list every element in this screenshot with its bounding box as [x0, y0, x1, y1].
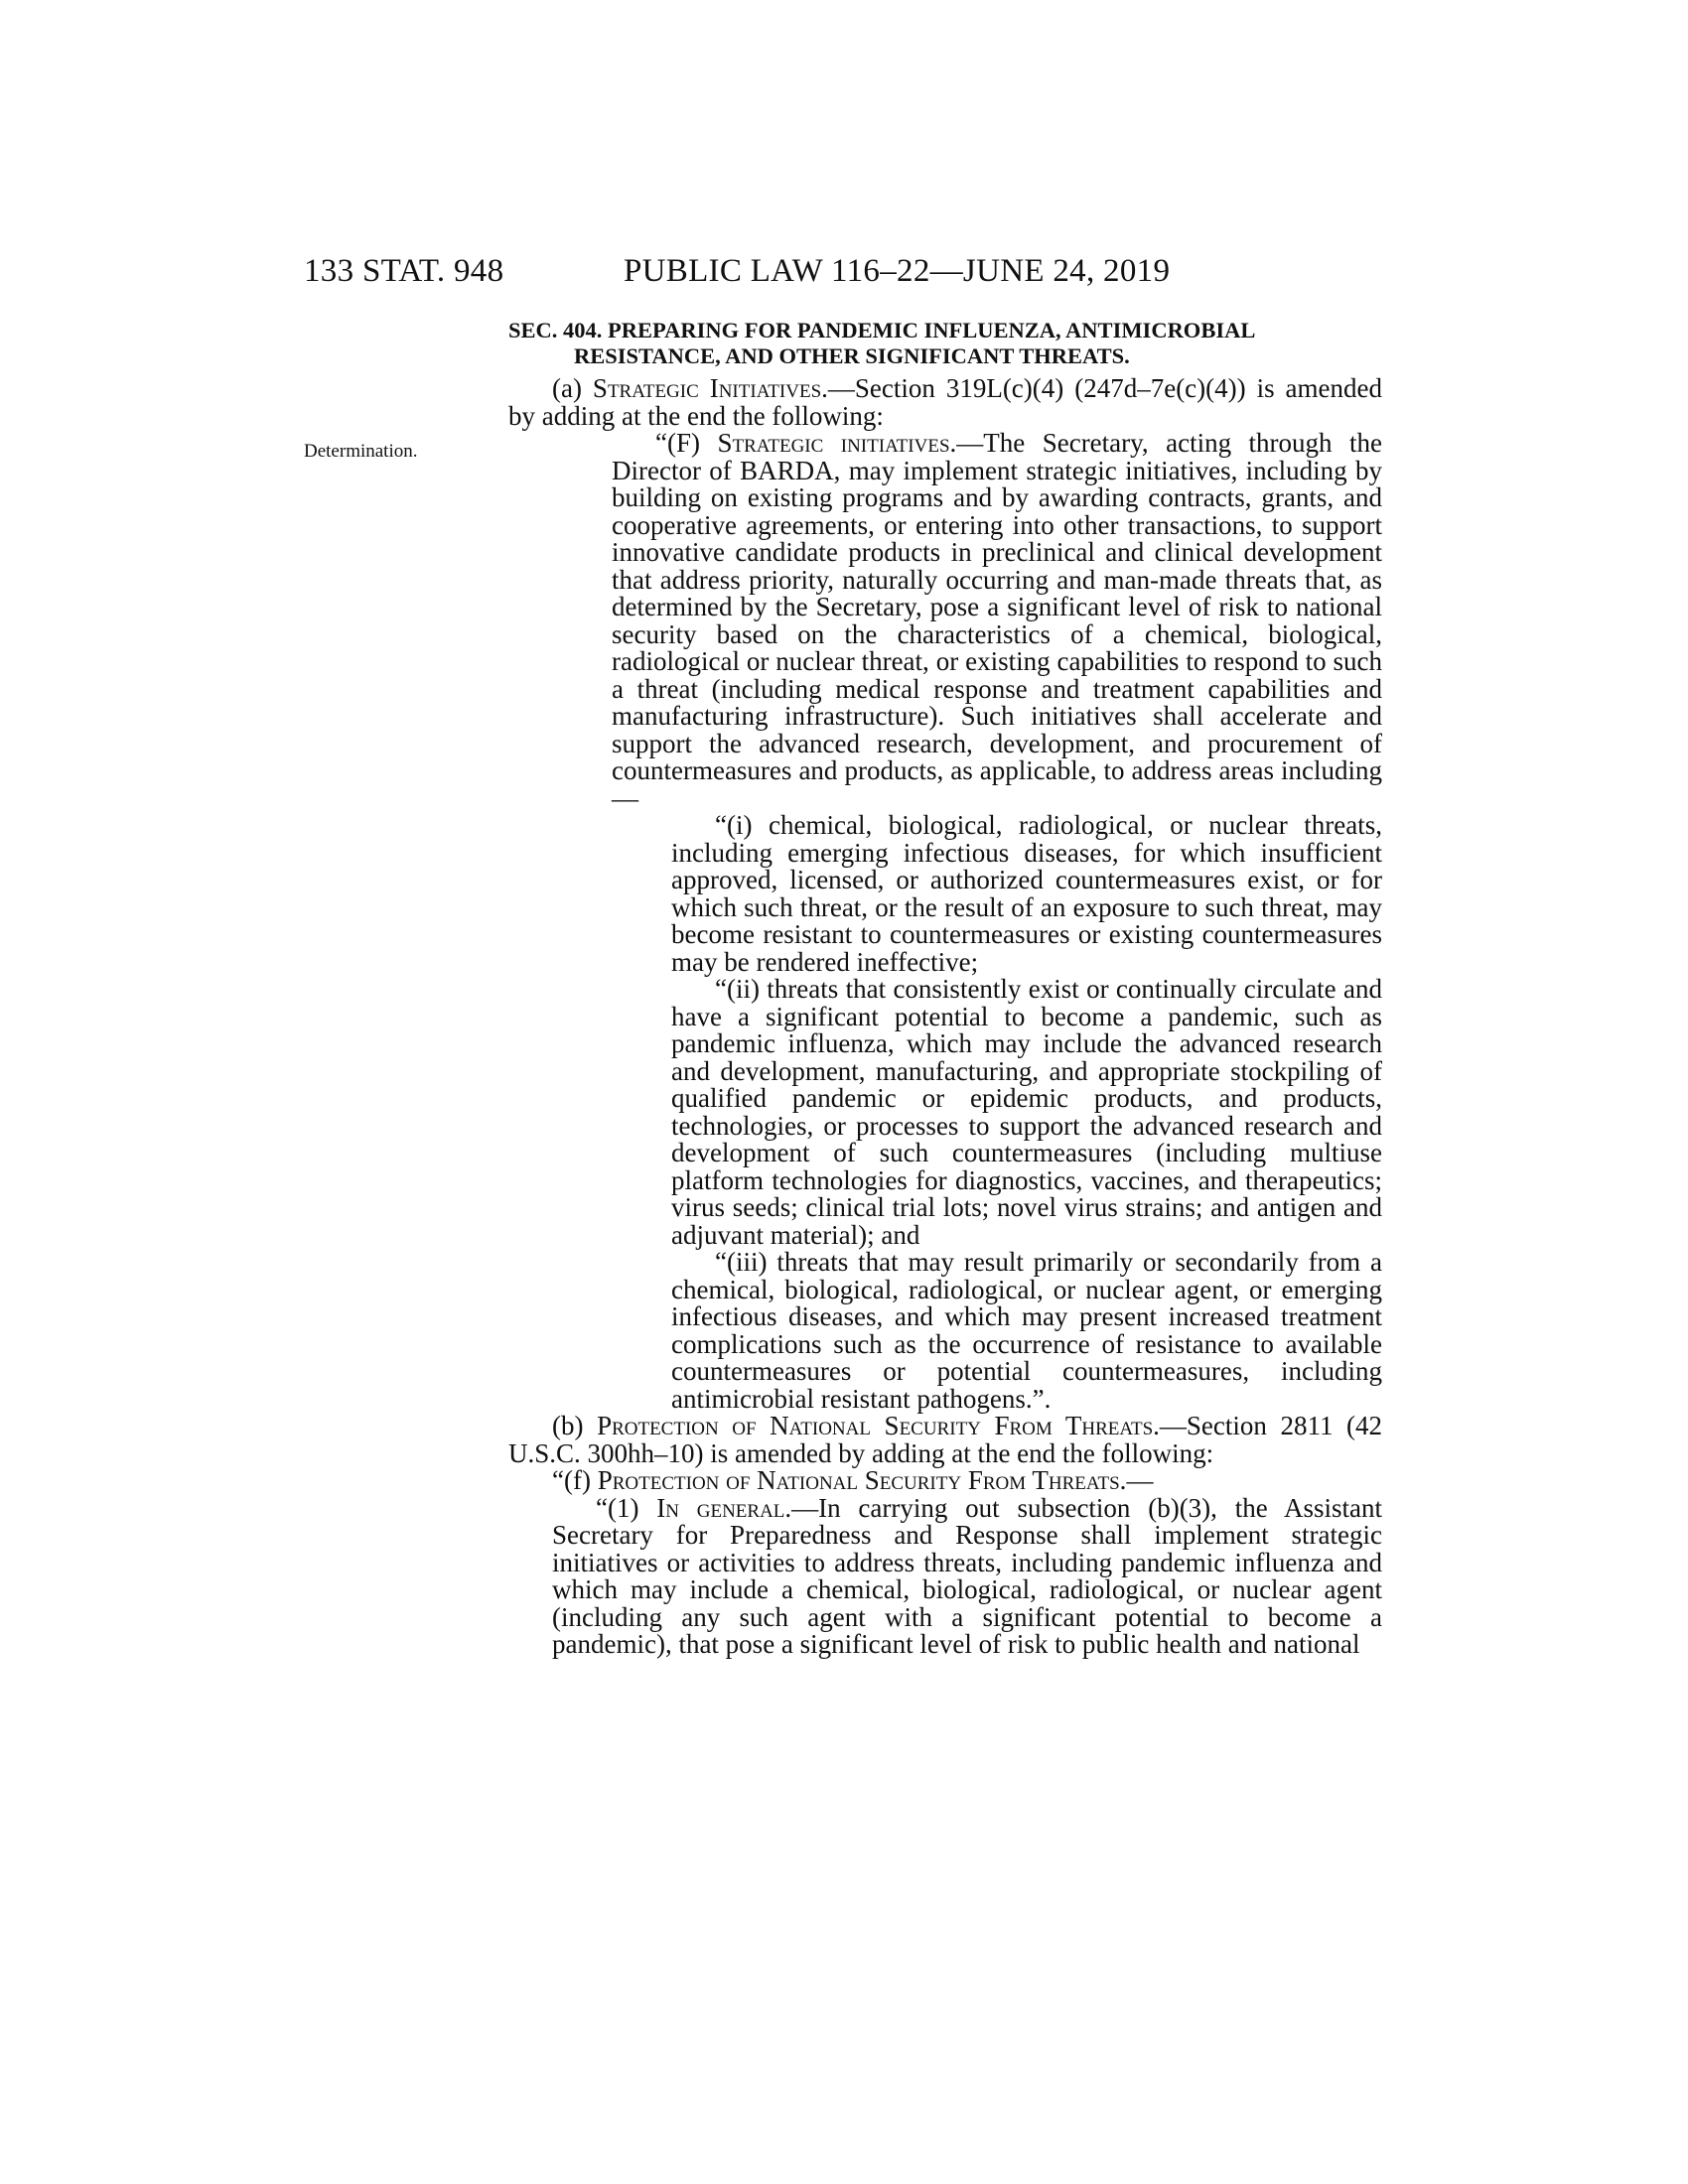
- paragraph-1: [508, 1492, 1382, 1659]
- subsection-f: [508, 1467, 1382, 1495]
- subsection-f-heading: Protection of National Security From Threats.: [597, 1465, 1127, 1495]
- clause-ii: “(ii) threats that consistently exist or continually circulate and have a significant potential to become a pandemic, such as pandemic influenza, which may include the advanced research and development, manufacturing, and appropriate stockpiling of qualified pandemic or epidemic products, and products, technologies, or processes to support the advanced research and development of such countermeasures (including multiuse platform technologies for diagnostics, vaccines, and therapeutics; virus seeds; clinical trial lots; novel virus strains; and antigen and adjuvant material); and: [671, 974, 1382, 1250]
- subsection-b-heading: Protection of National Security From Threats.: [597, 1411, 1160, 1440]
- subsection-f-text: —: [1126, 1465, 1154, 1495]
- paragraph-1-open: “(1): [596, 1492, 657, 1523]
- subparagraph-F: [508, 430, 1382, 812]
- subsection-a-open: (a): [552, 373, 593, 403]
- subsection-a-heading: Strategic Initiatives.: [592, 373, 828, 403]
- subsection-a-text: —Section 319L(c)(4) (247d–7e(c)(4)) is amended by adding at the end the following:: [508, 373, 1382, 431]
- margin-note: Determination.: [304, 441, 418, 462]
- subsection-b-text: —Section 2811 (42 U.S.C. 300hh–10) is amended by adding at the end the following:: [508, 1411, 1383, 1468]
- document-body: [508, 375, 1382, 1659]
- page-stat-citation: 133 STAT. 948: [304, 253, 504, 289]
- subsection-f-open: “(f): [552, 1465, 598, 1495]
- section-heading: [508, 318, 1382, 369]
- section-heading-line2: RESISTANCE, AND OTHER SIGNIFICANT THREATS.: [574, 343, 1130, 368]
- section-heading-line1: SEC. 404. PREPARING FOR PANDEMIC INFLUENZA, ANTIMICROBIAL: [508, 318, 1256, 342]
- paragraph-1-text: —In carrying out subsection (b)(3), the Assistant Secretary for Preparedness and Response shall implement strategic initiatives or activities to address threats, including pandemic influenza and which may include a chemical, biological, radiological, or nuclear agent (including any such agent with a significant potential to become a pandemic), that pose a significant level of risk to public health and national: [552, 1492, 1382, 1659]
- subparagraph-F-open: “(F): [655, 428, 718, 458]
- clause-iii: “(iii) threats that may result primarily or secondarily from a chemical, biological, radiological, or nuclear agent, or emerging infectious diseases, and which may present increased treatment complications such as the occurrence of resistance to available countermeasures or potential countermeasures, including antimicrobial resistant pathogens.”.: [671, 1247, 1382, 1414]
- subparagraph-F-heading: Strategic initiatives.: [717, 428, 957, 458]
- subsection-b-open: (b): [552, 1411, 598, 1440]
- paragraph-1-heading: In general.: [656, 1492, 792, 1523]
- subsection-b: [508, 1413, 1382, 1467]
- page-header-title: PUBLIC LAW 116–22—JUNE 24, 2019: [624, 253, 1171, 289]
- subparagraph-F-text: —The Secretary, acting through the Director of BARDA, may implement strategic initiatives, including by building on existing programs and by awarding contracts, grants, and cooperative agreements, or entering into other transactions, to support innovative candidate products in preclinical and clinical development that address priority, naturally occurring and man-made threats that, as determined by the Secretary, pose a significant level of risk to national security based on the characteristics of a chemical, biological, radiological or nuclear threat, or existing capabilities to respond to such a threat (including medical response and treatment capabilities and manufacturing infrastructure). Such initiatives shall accelerate and support the advanced research, development, and procurement of countermeasures and products, as applicable, to address areas including—: [612, 428, 1382, 813]
- clause-i: “(i) chemical, biological, radiological, or nuclear threats, including emerging infectious diseases, for which insufficient approved, licensed, or authorized countermeasures exist, or for which such threat, or the result of an exposure to such threat, may become resistant to countermeasures or existing countermeasures may be rendered ineffective;: [671, 810, 1382, 977]
- subsection-a: [508, 375, 1382, 430]
